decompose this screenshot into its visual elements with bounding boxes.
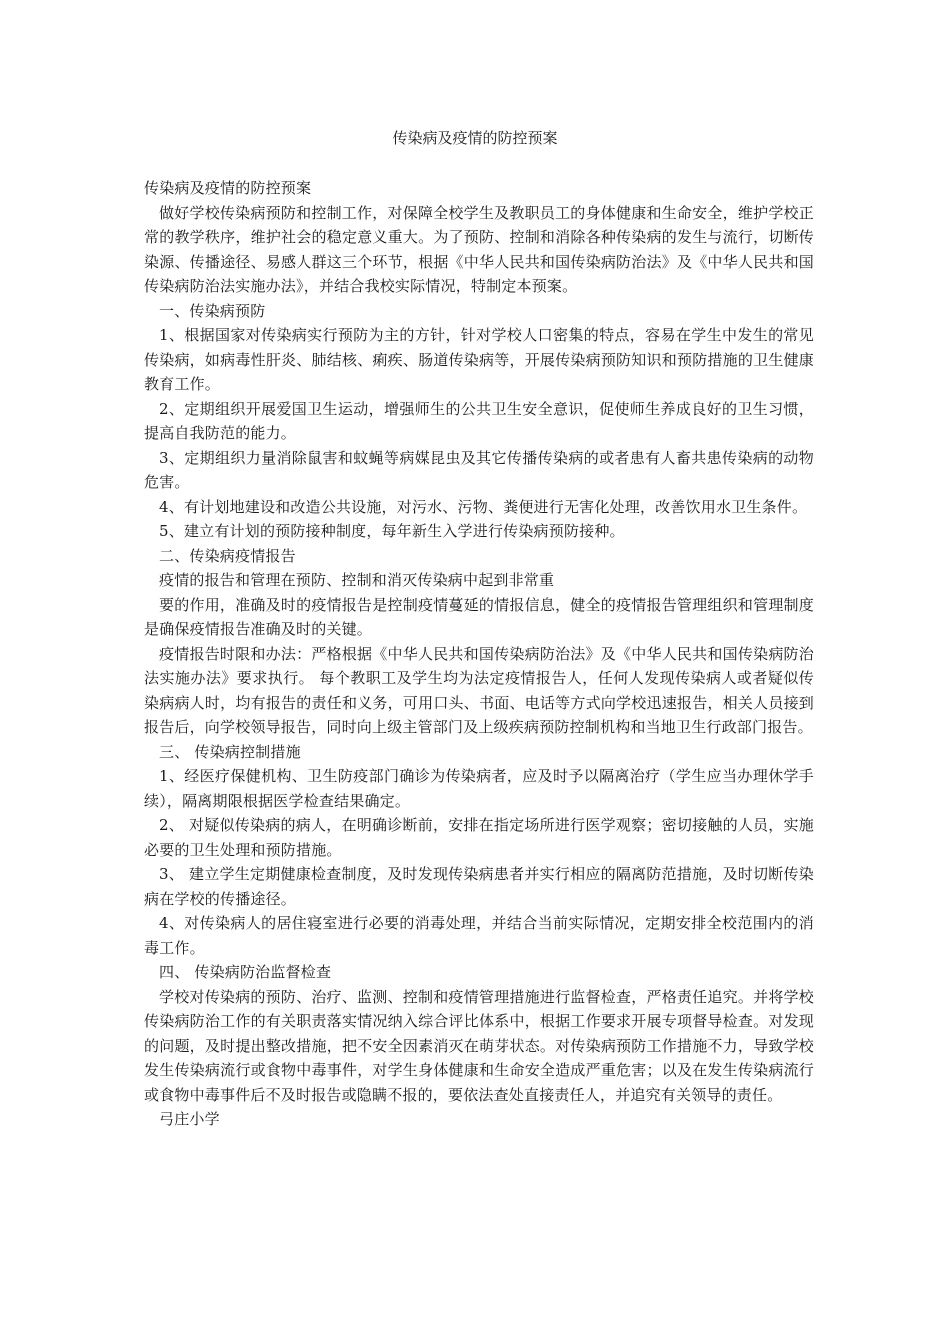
section-heading-3: 三、 传染病控制措施 — [159, 742, 301, 761]
document-title: 传染病及疫情的防控预案 — [392, 129, 558, 147]
document-body — [144, 176, 814, 1132]
paragraph-1-2: 2、定期组织开展爱国卫生运动，增强师生的公共卫生安全意识，促使师生养成良好的卫生习惯，提高自我防范的能力。 — [144, 399, 814, 442]
paragraph-2-1b: 要的作用，准确及时的疫情报告是控制疫情蔓延的情报信息，健全的疫情报告管理组织和管理制度是确保疫情报告准确及时的关键。 — [144, 595, 814, 638]
document-subtitle: 传染病及疫情的防控预案 — [144, 179, 312, 197]
paragraph-3-1: 1、经医疗保健机构、卫生防疫部门确诊为传染病者，应及时予以隔离治疗（学生应当办理休学手续），隔离期限根据医学检查结果确定。 — [144, 767, 814, 810]
section-heading-2: 二、传染病疫情报告 — [159, 546, 296, 565]
paragraph-1-5: 5、建立有计划的预防接种制度，每年新生入学进行传染病预防接种。 — [159, 522, 625, 540]
paragraph-3-4: 4、对传染病人的居住寝室进行必要的消毒处理，并结合当前实际情况，定期安排全校范围内的消毒工作。 — [144, 914, 814, 957]
school-signature: 弓庄小学 — [159, 1110, 220, 1128]
paragraph-3-2: 2、 对疑似传染病的病人，在明确诊断前，安排在指定场所进行医学观察；密切接触的人员，实施必要的卫生处理和预防措施。 — [144, 816, 814, 859]
paragraph-1-4: 4、有计划地建设和改造公共设施，对污水、污物、粪便进行无害化处理，改善饮用水卫生条件。 — [159, 497, 808, 516]
paragraph-1-3: 3、定期组织力量消除鼠害和蚊蝇等病媒昆虫及其它传播传染病的或者患有人畜共患传染病的动物危害。 — [144, 448, 814, 491]
section-heading-1: 一、传染病预防 — [159, 301, 266, 320]
section-heading-4: 四、 传染病防治监督检查 — [159, 963, 332, 981]
paragraph-2-1a: 疫情的报告和管理在预防、控制和消灭传染病中起到非常重 — [159, 571, 555, 589]
paragraph-3-3: 3、 建立学生定期健康检查制度，及时发现传染病患者并实行相应的隔离防范措施，及时切断传染病在学校的传播途径。 — [144, 865, 814, 908]
paragraph-2-2: 疫情报告时限和办法：严格根据《中华人民共和国传染病防治法》及《中华人民共和国传染病防治法实施办法》要求执行。 每个教职工及学生均为法定疫情报告人，任何人发现传染病人或者疑似传染病病人时，均有报告的责任和义务，可用口头、书面、电话等方式向学校迅速报告，相关人员接到报告后，向学校领导报告，同时向上级主管部门及上级疾病预防控制机构和当地卫生行政部门报告。 — [144, 644, 814, 736]
paragraph-intro: 做好学校传染病预防和控制工作，对保障全校学生及教职员工的身体健康和生命安全，维护学校正常的教学秩序，维护社会的稳定意义重大。为了预防、控制和消除各种传染病的发生与流行，切断传染源、传播途径、易感人群这三个环节，根据《中华人民共和国传染病防治法》及《中华人民共和国传染病防治法实施办法》，并结合我校实际情况，特制定本预案。 — [144, 203, 814, 295]
paragraph-1-1: 1、根据国家对传染病实行预防为主的方针，针对学校人口密集的特点，容易在学生中发生的常见传染病，如病毒性肝炎、肺结核、痢疾、肠道传染病等，开展传染病预防知识和预防措施的卫生健康教育工作。 — [144, 326, 814, 393]
paragraph-4-1: 学校对传染病的预防、治疗、监测、控制和疫情管理措施进行监督检查，严格责任追究。并将学校传染病防治工作的有关职责落实情况纳入综合评比体系中，根据工作要求开展专项督导检查。对发现的问题，及时提出整改措施，把不安全因素消灭在萌芽状态。对传染病预防工作措施不力，导致学校发生传染病流行或食物中毒事件，对学生身体健康和生命安全造成严重危害；以及在发生传染病流行或食物中毒事件后不及时报告或隐瞒不报的，要依法查处直接责任人，并追究有关领导的责任。 — [144, 987, 814, 1104]
